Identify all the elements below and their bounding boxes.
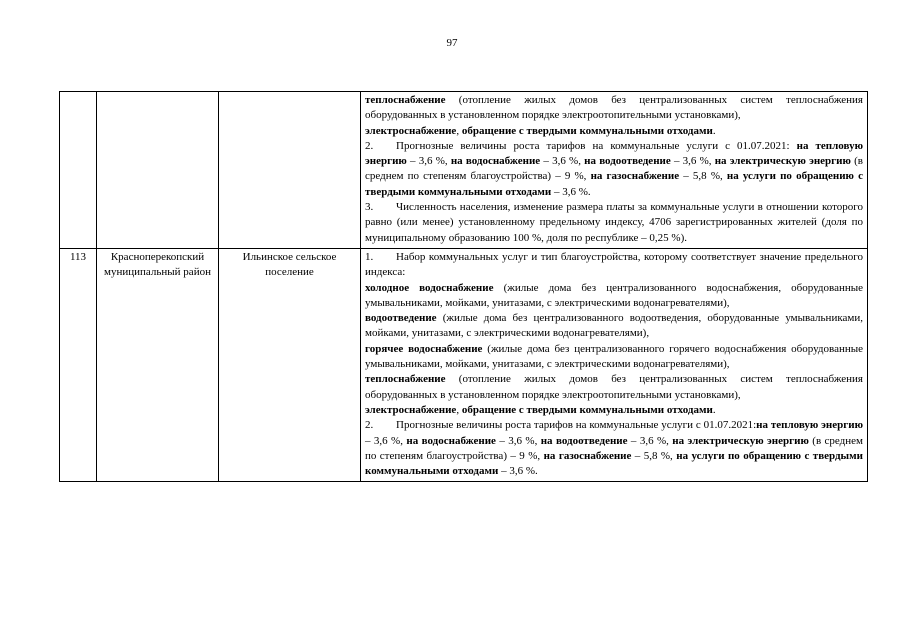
text-run: (в среднем по степеням благоустройства) – 9 %,	[365, 434, 863, 462]
bold-term: на водоотведение	[584, 155, 671, 168]
table-row	[60, 248, 868, 481]
table-row	[60, 92, 868, 249]
paragraph	[365, 250, 863, 281]
paragraph	[365, 403, 863, 418]
settlement-name: Ильинское сельское поселение	[219, 248, 361, 481]
text-run: ,	[456, 124, 462, 137]
bold-term: обращение с твердыми коммунальными отходами	[461, 403, 713, 416]
list-number: 2.	[365, 419, 374, 432]
text-run: – 3,6 %.	[551, 185, 591, 198]
bold-term: на водоснабжение	[406, 434, 496, 447]
list-number: 3.	[365, 201, 374, 214]
bold-term: на водоснабжение	[450, 155, 541, 168]
text-run: – 3,6 %,	[365, 434, 407, 447]
paragraph	[365, 139, 863, 200]
paragraph	[365, 311, 863, 342]
bold-term: теплоснабжение	[365, 373, 446, 386]
page-number: 97	[446, 37, 458, 49]
settlement-name	[219, 92, 361, 249]
text-run: – 5,8 %,	[631, 449, 677, 462]
description-cell	[361, 248, 868, 481]
bold-term: на газоснабжение	[590, 170, 680, 183]
paragraph	[365, 418, 863, 479]
bold-term: электроснабжение	[365, 124, 457, 137]
paragraph	[365, 372, 863, 403]
text-run: ,	[456, 403, 462, 416]
text-run: Прогнозные величины роста тарифов на коммунальные услуги с 01.07.2021:	[396, 139, 797, 152]
bold-term: на электрическую энергию	[672, 434, 809, 447]
text-run: – 3,6 %,	[495, 434, 541, 447]
text-run: (жилые дома без централизованного горячего водоснабжения оборудованные умывальниками, мойками, унитазами, с электрическими водонагревателями),	[365, 342, 863, 371]
bold-term: на газоснабжение	[543, 449, 632, 462]
tariff-table	[59, 91, 868, 482]
bold-term: на водоотведение	[540, 434, 628, 447]
text-run: – 3,6 %,	[627, 434, 673, 447]
district-name	[97, 92, 219, 249]
text-run: Набор коммунальных услуг и тип благоустройства, которому соответствует значение предельного индекса:	[365, 250, 863, 279]
text-run: (жилые дома без централизованного водоотведения, оборудованные умывальниками, мойками, унитазами, с электрическими водонагревателями),	[365, 312, 863, 340]
text-run: – 3,6 %,	[540, 155, 585, 168]
bold-term: электроснабжение	[365, 403, 457, 416]
bold-term: горячее водоснабжение	[365, 342, 483, 355]
text-run: (в среднем по степеням благоустройства) – 9 %,	[365, 155, 863, 183]
text-run: .	[712, 403, 716, 416]
paragraph	[365, 342, 863, 373]
row-number	[60, 92, 97, 249]
bold-term: на услуги по обращению с твердыми коммунальными отходами	[365, 170, 863, 198]
bold-term: водоотведение	[365, 312, 437, 325]
text-run: – 3,6 %.	[498, 465, 538, 478]
row-number: 113	[60, 248, 97, 481]
bold-term: на тепловую энергию	[756, 419, 863, 432]
text-run: Численность населения, изменение размера платы за коммунальные услуги в отношении которого равно (или менее) установленному предельному индексу, 4706 зарегистрированных жителей (доля по муниципальному образованию 100 %, доля по республике – 0,25 %).	[365, 201, 863, 244]
list-number: 1.	[365, 250, 374, 263]
paragraph	[365, 124, 863, 139]
paragraph	[365, 281, 863, 312]
bold-term: на услуги по обращению с твердыми коммунальными отходами	[365, 449, 863, 478]
bold-term: холодное водоснабжение	[365, 281, 494, 294]
bold-term: теплоснабжение	[365, 94, 446, 106]
description-cell	[361, 92, 868, 249]
bold-term: на электрическую энергию	[714, 155, 851, 168]
text-run: – 3,6 %,	[406, 155, 451, 168]
paragraph	[365, 200, 863, 246]
bold-term: на тепловую энергию	[365, 139, 863, 168]
bold-term: обращение с твердыми коммунальными отходами	[461, 124, 713, 137]
district-name: Красноперекопский муниципальный район	[97, 248, 219, 481]
text-run: – 5,8 %,	[679, 170, 727, 183]
text-run: (жилые дома без централизованного водоснабжения, оборудованные умывальниками, мойками, унитазами, с электрическими водонагревателями),	[365, 281, 863, 309]
text-run: (отопление жилых домов без централизованных систем теплоснабжения оборудованных в установленном порядке электроотопительными установками),	[365, 94, 863, 122]
text-run: (отопление жилых домов без централизованных систем теплоснабжения оборудованных в установленном порядке электроотопительными установками),	[365, 373, 863, 401]
paragraph	[365, 93, 863, 124]
list-number: 2.	[365, 139, 374, 152]
text-run: Прогнозные величины роста тарифов на коммунальные услуги с 01.07.2021:	[396, 419, 757, 432]
text-run: – 3,6 %,	[670, 155, 715, 168]
text-run: .	[712, 124, 716, 137]
